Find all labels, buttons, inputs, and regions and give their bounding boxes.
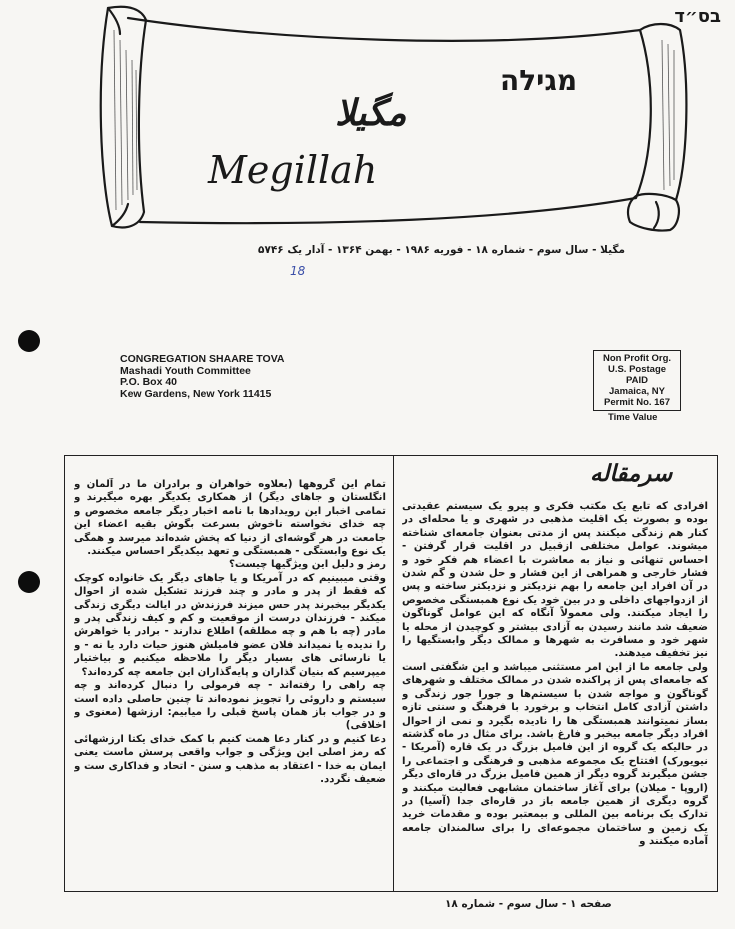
postage-line: Non Profit Org. [602, 353, 672, 364]
article-paragraph: رمز و دلیل این ویژگیها چیست؟ [228, 559, 386, 571]
english-title: Megillah [208, 148, 378, 192]
po-box: P.O. Box 40 [120, 376, 178, 388]
page-footer: صفحه ۱ - سال سوم - شماره ۱۸ [445, 898, 612, 910]
city-line: Kew Gardens, New York 11415 [120, 387, 272, 400]
punch-hole [18, 330, 40, 352]
issue-dateline: مگیلا - سال سوم - شماره ۱۸ - فوریه ۱۹۸۶ - بهمن ۱۳۶۴ - آدار یک ۵۷۴۶ [258, 244, 625, 256]
editorial-heading: سرمقاله [590, 460, 673, 487]
return-address [120, 354, 285, 400]
time-value-label: Time Value [608, 412, 658, 423]
postage-line: PAID [626, 375, 648, 386]
postage-line: U.S. Postage [607, 364, 667, 375]
corner-mark: בס״ד [674, 6, 721, 27]
article-column-left [74, 478, 386, 886]
handwritten-issue-number: 18 [290, 264, 306, 278]
article-paragraph: چه راهی را رفته‌اند - چه فرمولی را دنبال کرده‌اند و چه سیستم و داروئی را تجویز نموده‌اند تا چنین حاصلی داده است و در جواب باز همان پاسخ قبلی را میابیم: ارزشها (معنوی و اخلاقی) [74, 680, 386, 732]
postage-permit-box [593, 350, 681, 411]
punch-hole [18, 571, 40, 593]
article-paragraph: تمام این گروهها (بعلاوه خواهران و برادران ما در آلمان و انگلستان و جاهای دیگر) از همکاری یکدیگر بهره میگیرند و تمامی اخبار این رویدادها با نامه اخبار دیگر جامعه مخصوص و چه خدای نخواسته ناخوش بسرعت بگوش بقیه اعضاء این جامعت در هر گوشه‌ای از دنیا که پخش شده‌اند میرسد و همگی یک نوع وابستگی - همبستگی و تعهد بیکدیگر احساس میکنند. [74, 479, 386, 558]
postage-line: Permit No. 167 [604, 397, 670, 408]
persian-title: مگیلا [335, 92, 407, 134]
column-divider [393, 455, 394, 892]
article-column-right [402, 500, 708, 888]
article-paragraph: وقتی میبینیم که در آمریکا و یا جاهای دیگر یک خانواده کوچک که فقط از پدر و مادر و چند فرزند تشکیل شده از احوال یکدیگر بیخبرند پدر حس میزند فرزندش در ایالت دیگری زندگی میکند - فرزندان درست از موقعیت و کم و کیف زندگی پدر و مادر (چه با هم و چه مطلقه) اطلاع ندارند - برادر یا خواهرش را ندیده یا نمیداند فلان عضو فامیلش هنوز حیات دارد یا نه - و یا نارسائی های بسیار دیگر را ملاحظه میکنیم و بیاختیار میپرسیم که بنیان گذاران و پایه‌گذاران این جامعه چه کرده‌اند؟ [74, 572, 386, 678]
org-name: CONGREGATION SHAARE TOVA [120, 353, 285, 365]
committee-name: Mashadi Youth Committee [120, 364, 251, 377]
article-paragraph: افرادی که تابع یک مکتب فکری و پیرو یک سیستم عقیدتی بوده و بصورت یک اقلیت مذهبی در شهری و یا محله‌ای در کنار هم زندگی میکنند پس از مدتی بعنوان جامعه‌ای شناخته میشوند. عوامل مختلفی ازقبیل در اقلیت قرار گرفتن - احساس تنهائی و نیاز به معاشرت با اعضاء هم فکر خود و فشار خارجی و همراهی از این فشار و حل شدن و گم شدن در آن افراد این جامعه را بهم نزدیکتر و نزدیکتر ساخته و پس از ازدواجهای داخلی و در بین خود یک نوع همبستگی مخصوص را ایجاد میکنند. ولی معمولاً آنگاه که این عوامل گوناگون ضعیف شد مانند رسیدن به آزادی بیشتر و کوچیدن از محله یا شهر خود و مسافرت به شهرها و ممالک دیگر وابستگیها را نیز تخفیف میدهند. [402, 501, 708, 660]
article-paragraph: ولی جامعه ما از این امر مستثنی میباشد و این شگفتی است که جامعه‌ای پس از پراکنده شدن در ممالک مختلف و شهرهای گوناگون و مواجه شدن با سیستم‌ها و جورا جور زندگی و داشتن آزادی کامل انتخاب و برخورد با فرهنگ و سنتی تازه بساز نمیتوانند همبستگی ها را نادیده بگیرد و نمی از احوال افراد دیگر جامعه بیخبر و فارغ باشد. برای مثال در ماه گذشته در حالیکه یک گروه از این فامیل بزرگ در یک قاره (آمریکا - نیویورک) افتتاح یک مجموعه مذهبی و فرهنگی و اجتماعی را جشن میگیرند گروه دیگر از همین فامیل بزرگ در قاره‌ای دیگر (اروپا - میلان) برای آغاز ساختمان مشابهی فعالیت میکنند و گروه دیگری از همین جامعه باز در قاره‌ای جدا (آسیا) در تدارک یک برنامه بین المللی و بیمعتبر بوده و مقدمات خرید یک زمین و ساختمان مجموعه‌ای را برای سالمندان جامعه آماده میکنند و [402, 661, 708, 848]
postage-line: Jamaica, NY [609, 386, 665, 397]
article-paragraph: دعا کنیم و در کنار دعا همت کنیم با کمک خدای یکتا ارزشهائی که رمز اصلی این ویژگی و جواب واقعی پرسش ماست یعنی ایمان به خدا - اعتقاد به مذهب و سنن - اتحاد و فداکاری ست و ضعیف نگردد. [74, 733, 386, 785]
hebrew-title: מגילה [500, 64, 578, 97]
